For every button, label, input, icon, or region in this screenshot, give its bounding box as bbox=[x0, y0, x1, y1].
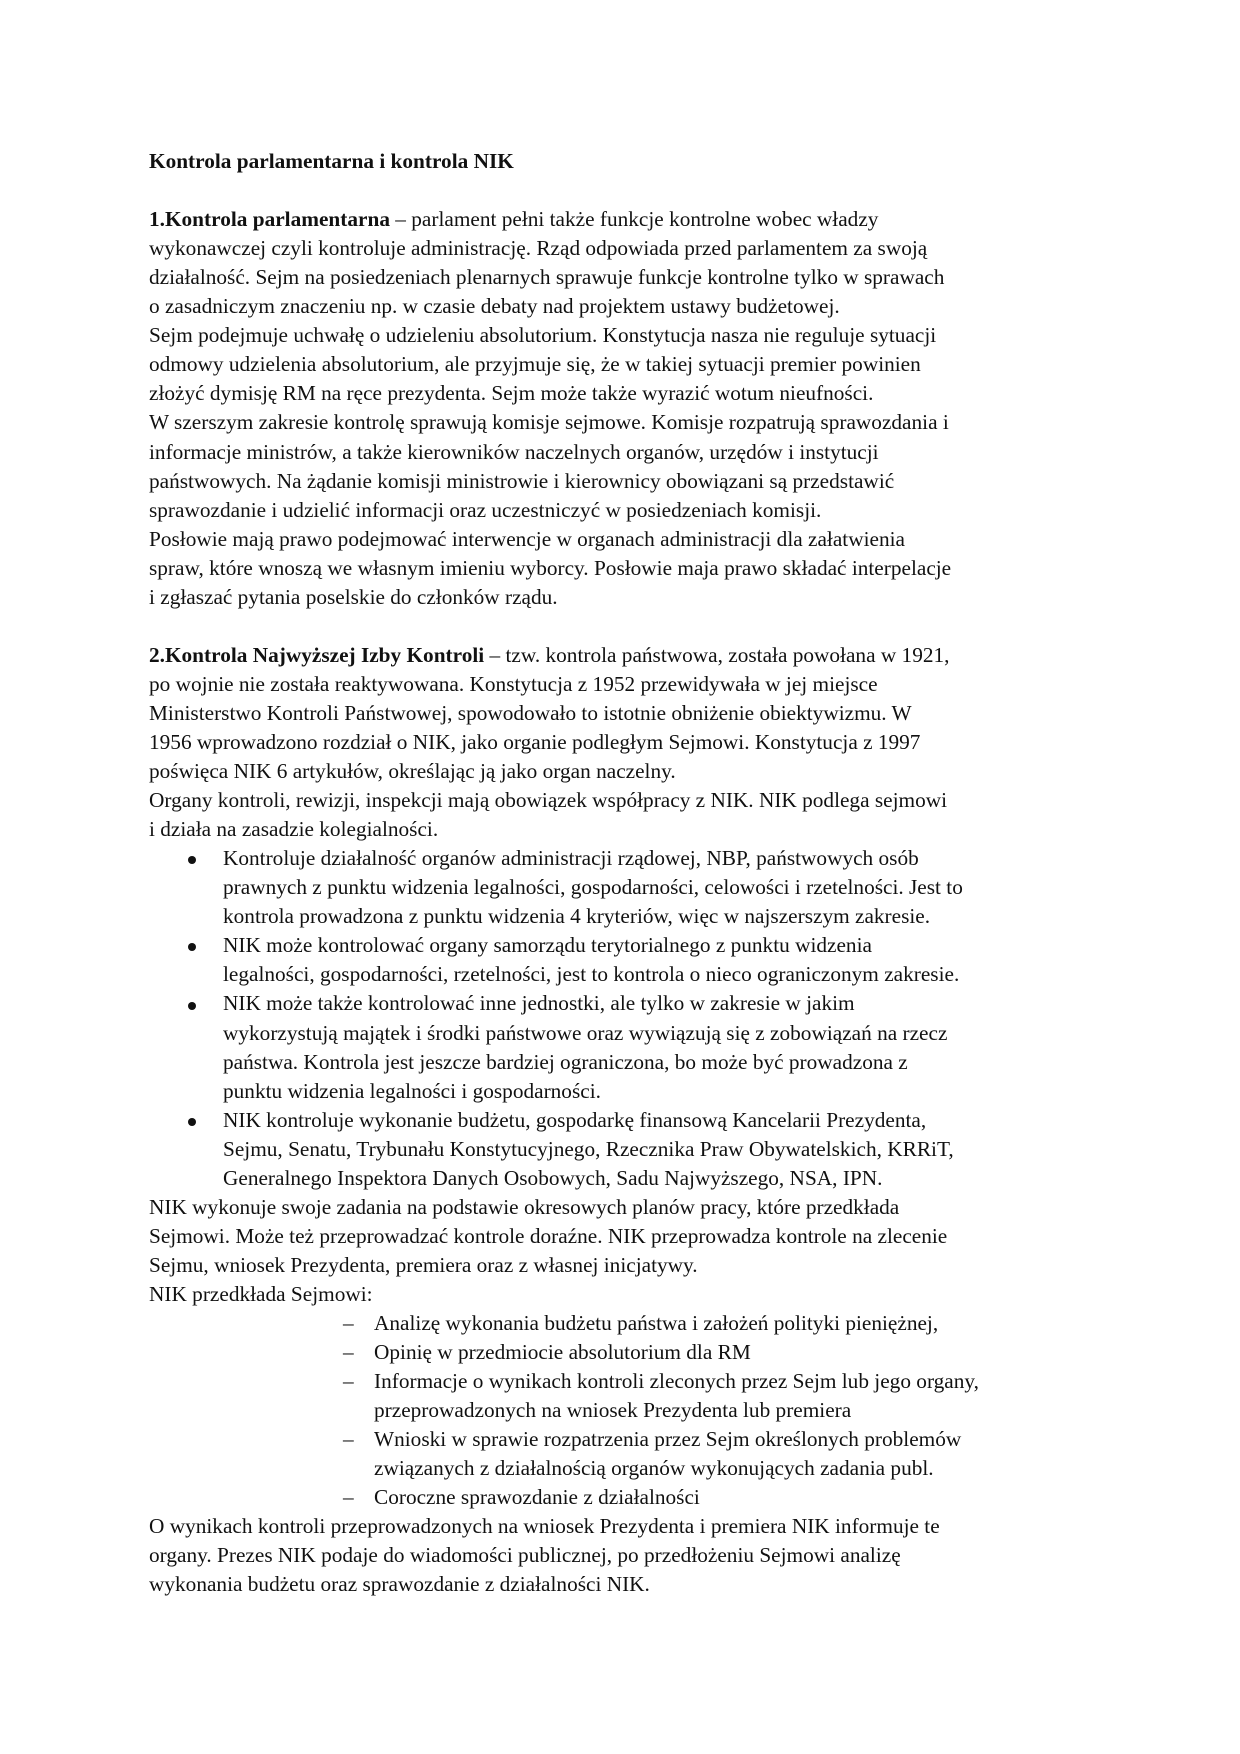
line-text: działalność. Sejm na posiedzeniach plenarnych sprawuje funkcje kontrolne tylko w sprawach bbox=[149, 265, 945, 290]
dash-marker: – bbox=[343, 1485, 354, 1510]
bullet-line bbox=[223, 1019, 947, 1048]
line-text: W szerszym zakresie kontrolę sprawują komisje sejmowe. Komisje rozpatrują sprawozdania i bbox=[149, 410, 949, 435]
paragraph-line bbox=[149, 757, 676, 786]
paragraph-line bbox=[149, 263, 944, 292]
line-text: Organy kontroli, rewizji, inspekcji mają obowiązek współpracy z NIK. NIK podlega sejmowi bbox=[149, 788, 948, 813]
line-text: kontrola prowadzona z punktu widzenia 4 kryteriów, więc w najszerszym zakresie. bbox=[223, 904, 931, 929]
line-text: Sejmowi. Może też przeprowadzać kontrole doraźne. NIK przeprowadza kontrole na zlecenie bbox=[149, 1223, 948, 1248]
bullet-line bbox=[223, 931, 872, 960]
line-text: Kontroluje działalność organów administracji rządowej, NBP, państwowych osób bbox=[223, 846, 919, 871]
dash-item-line bbox=[374, 1483, 700, 1512]
line-text: wykonania budżetu oraz sprawozdanie z działalności NIK. bbox=[149, 1572, 650, 1597]
line-text: wykorzystują majątek i środki państwowe oraz wywiązują się z zobowiązań na rzecz bbox=[223, 1020, 948, 1045]
line-text: Ministerstwo Kontroli Państwowej, spowodowało to istotnie obniżenie obiektywizmu. W bbox=[149, 700, 912, 725]
line-text: O wynikach kontroli przeprowadzonych na wniosek Prezydenta i premiera NIK informuje te bbox=[149, 1514, 940, 1539]
line-text: sprawozdanie i udzielić informacji oraz uczestniczyć w posiedzeniach komisji. bbox=[149, 497, 822, 522]
line-text: Informacje o wynikach kontroli zleconych przez Sejm lub jego organy, bbox=[374, 1369, 979, 1394]
section-heading: 1.Kontrola parlamentarna bbox=[149, 207, 390, 232]
line-text: – tzw. kontrola państwowa, została powołana w 1921, bbox=[484, 642, 950, 667]
paragraph-line bbox=[149, 1193, 899, 1222]
paragraph-line bbox=[149, 554, 951, 583]
dash-item-line bbox=[374, 1309, 938, 1338]
dash-marker: – bbox=[343, 1427, 354, 1452]
paragraph-line bbox=[149, 1512, 940, 1541]
paragraph-line bbox=[149, 467, 894, 496]
line-text: po wojnie nie została reaktywowana. Konstytucja z 1952 przewidywała w jej miejsce bbox=[149, 671, 878, 696]
line-text: NIK może także kontrolować inne jednostki, ale tylko w zakresie w jakim bbox=[223, 991, 855, 1016]
bullet-line bbox=[223, 1048, 908, 1077]
bullet-line bbox=[223, 1077, 601, 1106]
paragraph-line bbox=[149, 670, 878, 699]
line-text: Generalnego Inspektora Danych Osobowych, Sadu Najwyższego, NSA, IPN. bbox=[223, 1165, 883, 1190]
line-text: legalności, gospodarności, rzetelności, jest to kontrola o nieco ograniczonym zakresie. bbox=[223, 962, 960, 987]
paragraph-line bbox=[149, 525, 905, 554]
bullet-line bbox=[223, 989, 855, 1018]
paragraph-line bbox=[149, 350, 921, 379]
line-text: Wnioski w sprawie rozpatrzenia przez Sejm określonych problemów bbox=[374, 1427, 962, 1452]
line-text: NIK kontroluje wykonanie budżetu, gospodarkę finansową Kancelarii Prezydenta, bbox=[223, 1107, 927, 1132]
line-text: Sejm podejmuje uchwałę o udzieleniu absolutorium. Konstytucja nasza nie reguluje sytuacji bbox=[149, 323, 937, 348]
paragraph-line bbox=[149, 292, 840, 321]
line-text: informacje ministrów, a także kierowników naczelnych organów, urzędów i instytucji bbox=[149, 439, 879, 464]
bullet-line bbox=[223, 902, 930, 931]
line-text: NIK przedkłada Sejmowi: bbox=[149, 1281, 373, 1306]
line-text: i działa na zasadzie kolegialności. bbox=[149, 817, 439, 842]
line-text: o zasadniczym znaczeniu np. w czasie debaty nad projektem ustawy budżetowej. bbox=[149, 294, 840, 319]
paragraph-line bbox=[149, 583, 558, 612]
line-text: państwowych. Na żądanie komisji ministrowie i kierownicy obowiązani są przedstawić bbox=[149, 468, 895, 493]
dash-item-line bbox=[374, 1425, 961, 1454]
paragraph-line bbox=[149, 321, 936, 350]
paragraph-line bbox=[149, 496, 821, 525]
dash-item-line bbox=[374, 1396, 851, 1425]
line-text: wykonawczej czyli kontroluje administrację. Rząd odpowiada przed parlamentem za swoją bbox=[149, 236, 928, 261]
line-text: Opinię w przedmiocie absolutorium dla RM bbox=[374, 1340, 751, 1365]
bullet-line bbox=[223, 960, 959, 989]
line-text: Sejmu, wniosek Prezydenta, premiera oraz z własnej inicjatywy. bbox=[149, 1252, 698, 1277]
paragraph-line bbox=[149, 1222, 947, 1251]
dash-item-line bbox=[374, 1454, 934, 1483]
paragraph-line bbox=[149, 438, 879, 467]
paragraph-line bbox=[149, 205, 878, 234]
line-text: przeprowadzonych na wniosek Prezydenta lub premiera bbox=[374, 1398, 852, 1423]
paragraph-line bbox=[149, 815, 438, 844]
paragraph-line bbox=[149, 1570, 650, 1599]
paragraph-line bbox=[149, 379, 873, 408]
line-text: 1956 wprowadzono rozdział o NIK, jako organie podległym Sejmowi. Konstytucja z 1997 bbox=[149, 730, 921, 754]
dash-item-line bbox=[374, 1367, 979, 1396]
bullet-line bbox=[223, 1135, 954, 1164]
line-text: Posłowie mają prawo podejmować interwencje w organach administracji dla załatwienia bbox=[149, 526, 905, 551]
paragraph-line bbox=[149, 699, 912, 728]
bullet-icon bbox=[188, 1106, 196, 1135]
paragraph-line bbox=[149, 1251, 698, 1280]
line-text: poświęca NIK 6 artykułów, określając ją jako organ naczelny. bbox=[149, 759, 676, 784]
paragraph-line bbox=[149, 1280, 373, 1309]
line-text: i zgłaszać pytania poselskie do członków rządu. bbox=[149, 584, 558, 609]
dash-marker: – bbox=[343, 1311, 354, 1335]
line-text: państwa. Kontrola jest jeszcze bardziej ograniczona, bo może być prowadzona z bbox=[223, 1049, 908, 1074]
dash-item-line bbox=[374, 1338, 751, 1367]
line-text: spraw, które wnoszą we własnym imieniu wyborcy. Posłowie maja prawo składać interpelacje bbox=[149, 555, 952, 580]
dash-marker: – bbox=[343, 1340, 354, 1365]
dash-marker: – bbox=[343, 1369, 354, 1394]
line-text: NIK wykonuje swoje zadania na podstawie okresowych planów pracy, które przedkłada bbox=[149, 1194, 900, 1219]
line-text: – parlament pełni także funkcje kontrolne wobec władzy bbox=[389, 207, 879, 232]
paragraph-line bbox=[149, 1541, 901, 1570]
line-text: organy. Prezes NIK podaje do wiadomości publicznej, po przedłożeniu Sejmowi analizę bbox=[149, 1543, 901, 1568]
section-heading: 2.Kontrola Najwyższej Izby Kontroli bbox=[149, 642, 485, 667]
line-text: prawnych z punktu widzenia legalności, gospodarności, celowości i rzetelności. Jest to bbox=[223, 875, 963, 900]
bullet-icon bbox=[188, 931, 196, 960]
line-text: odmowy udzielenia absolutorium, ale przyjmuje się, że w takiej sytuacji premier powinien bbox=[149, 352, 921, 377]
paragraph-line bbox=[149, 786, 947, 815]
line-text: Analizę wykonania budżetu państwa i założeń polityki pieniężnej, bbox=[374, 1311, 939, 1335]
line-text: punktu widzenia legalności i gospodarności. bbox=[223, 1078, 601, 1103]
document-title: Kontrola parlamentarna i kontrola NIK bbox=[149, 149, 514, 173]
line-text: Coroczne sprawozdanie z działalności bbox=[374, 1485, 700, 1510]
paragraph-line bbox=[149, 234, 927, 263]
bullet-line bbox=[223, 844, 919, 873]
bullet-line bbox=[223, 1164, 882, 1193]
line-text: NIK może kontrolować organy samorządu terytorialnego z punktu widzenia bbox=[223, 933, 872, 958]
paragraph-line bbox=[149, 641, 949, 670]
paragraph-line bbox=[149, 728, 920, 757]
line-text: związanych z działalnością organów wykonujących zadania publ. bbox=[374, 1456, 934, 1481]
bullet-icon bbox=[188, 989, 196, 1018]
bullet-icon bbox=[188, 844, 196, 873]
bullet-line bbox=[223, 873, 963, 902]
line-text: Sejmu, Senatu, Trybunału Konstytucyjnego, Rzecznika Praw Obywatelskich, KRRiT, bbox=[223, 1136, 954, 1161]
bullet-line bbox=[223, 1106, 926, 1135]
line-text: złożyć dymisję RM na ręce prezydenta. Sejm może także wyrazić wotum nieufności. bbox=[149, 381, 874, 406]
paragraph-line bbox=[149, 408, 949, 437]
